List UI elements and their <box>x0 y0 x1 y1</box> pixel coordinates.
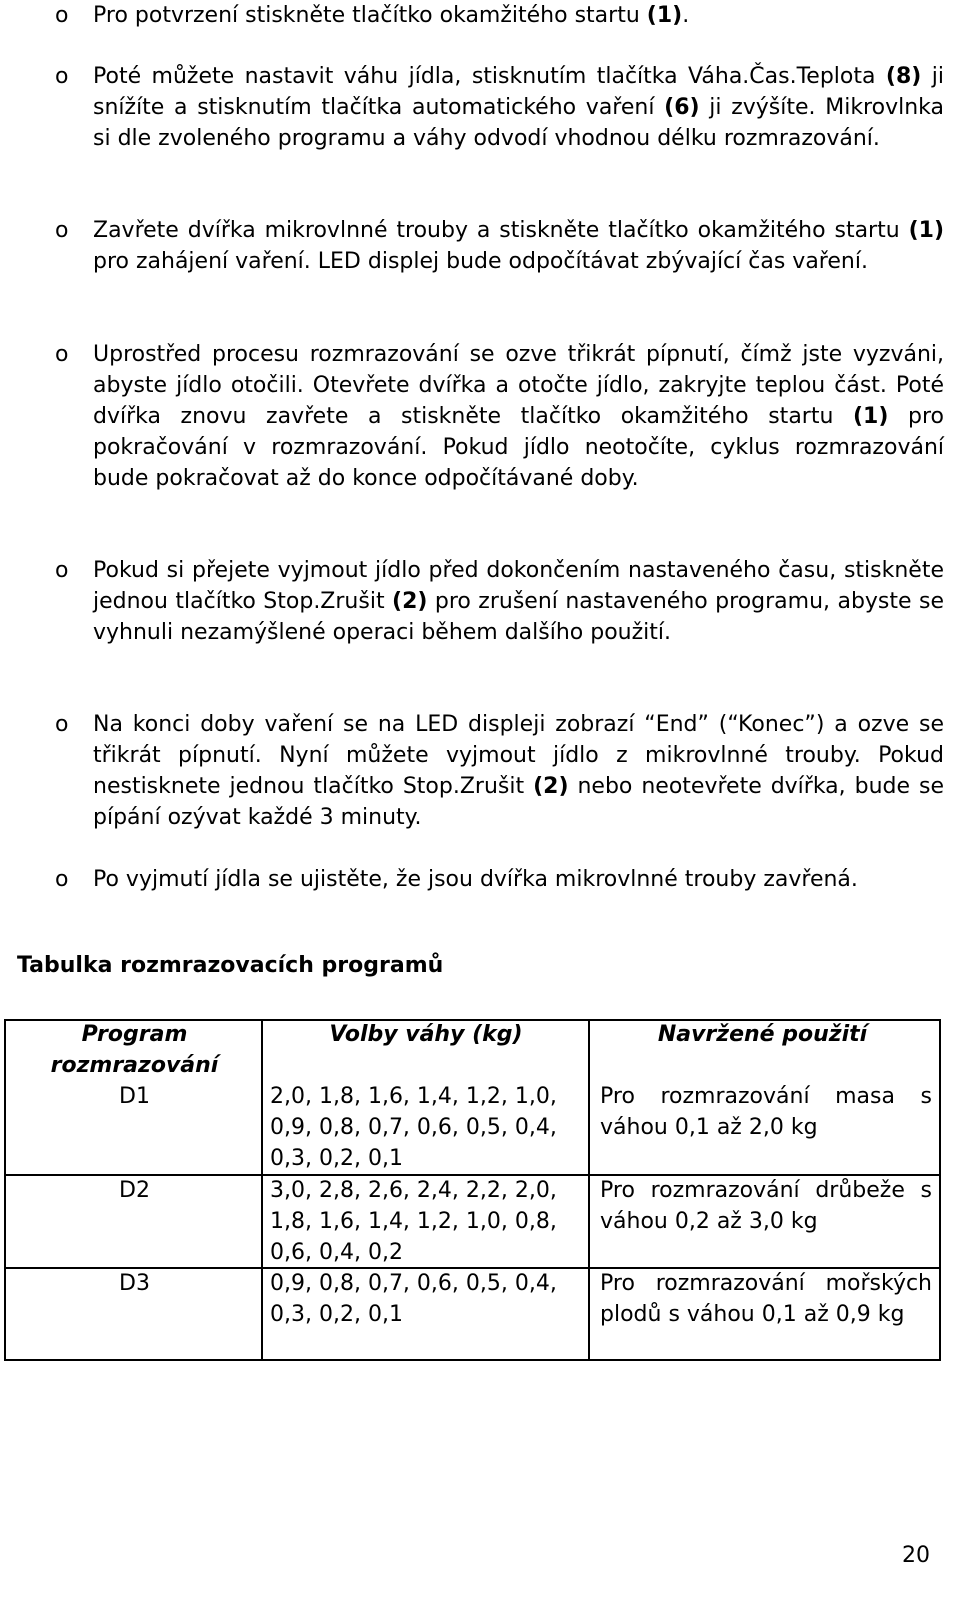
table-header-program: Program rozmrazování <box>50 1022 219 1078</box>
instruction-text: Zavřete dvířka mikrovlnné trouby a stiskněte tlačítko okamžitého startu (1) pro zahájení vaření. LED displej bude odpočítávat zbývající čas vaření. <box>93 218 944 274</box>
table-cell-weights: 3,0, 2,8, 2,6, 2,4, 2,2, 2,0, 1,8, 1,6, 1,4, 1,2, 1,0, 0,8, 0,6, 0,4, 0,2 <box>270 1178 557 1265</box>
table-header-weights: Volby váhy (kg) <box>329 1022 523 1047</box>
instruction-text: Poté můžete nastavit váhu jídla, stisknutím tlačítka Váha.Čas.Teplota (8) ji snížíte a stisknutím tlačítka automatického vaření (6) ji zvýšíte. Mikrovlnka si dle zvoleného programu a váhy odvodí vhodnou délku rozmrazování. <box>93 64 944 151</box>
page-number: 20 <box>902 1543 930 1568</box>
table-cell-program: D2 <box>119 1178 150 1203</box>
bullet-marker: o <box>55 712 69 737</box>
table-column-divider <box>261 1021 263 1359</box>
table-cell-weights: 0,9, 0,8, 0,7, 0,6, 0,5, 0,4, 0,3, 0,2, 0,1 <box>270 1271 557 1327</box>
table-cell-usage: Pro rozmrazování masa s váhou 0,1 až 2,0 kg <box>600 1084 932 1140</box>
defrost-program-table <box>4 1019 941 1361</box>
bullet-marker: o <box>55 342 69 367</box>
instruction-text: Pokud si přejete vyjmout jídlo před dokončením nastaveného času, stiskněte jednou tlačítko Stop.Zrušit (2) pro zrušení nastaveného programu, abyste se vyhnuli nezamýšlené operaci během dalšího použití. <box>93 558 944 645</box>
table-cell-usage: Pro rozmrazování drůbeže s váhou 0,2 až 3,0 kg <box>600 1178 932 1234</box>
instruction-text: Uprostřed procesu rozmrazování se ozve třikrát pípnutí, čímž jste vyzváni, abyste jídlo otočili. Otevřete dvířka a otočte jídlo, zakryjte teplou část. Poté dvířka znovu zavřete a stiskněte tlačítko okamžitého startu (1) pro pokračování v rozmrazování. Pokud jídlo neotočíte, cyklus rozmrazování bude pokračovat až do konce odpočítávané doby. <box>93 342 944 491</box>
table-header-usage: Navržené použití <box>657 1022 868 1047</box>
table-cell-program: D1 <box>119 1084 150 1109</box>
bullet-marker: o <box>55 558 69 583</box>
table-cell-usage: Pro rozmrazování mořských plodů s váhou 0,1 až 0,9 kg <box>600 1271 932 1327</box>
instruction-text: Pro potvrzení stiskněte tlačítko okamžitého startu (1). <box>93 3 690 28</box>
instruction-text: Po vyjmutí jídla se ujistěte, že jsou dvířka mikrovlnné trouby zavřená. <box>93 867 858 892</box>
bullet-marker: o <box>55 218 69 243</box>
table-heading: Tabulka rozmrazovacích programů <box>17 953 444 978</box>
bullet-marker: o <box>55 3 69 28</box>
table-column-divider <box>588 1021 590 1359</box>
instruction-text: Na konci doby vaření se na LED displeji zobrazí “End” (“Konec”) a ozve se třikrát pípnutí. Nyní můžete vyjmout jídlo z mikrovlnné trouby. Pokud nestisknete jednou tlačítko Stop.Zrušit (2) nebo neotevřete dvířka, bude se pípání ozývat každé 3 minuty. <box>93 712 944 830</box>
bullet-marker: o <box>55 64 69 89</box>
table-cell-program: D3 <box>119 1271 150 1296</box>
bullet-marker: o <box>55 867 69 892</box>
table-cell-weights: 2,0, 1,8, 1,6, 1,4, 1,2, 1,0, 0,9, 0,8, 0,7, 0,6, 0,5, 0,4, 0,3, 0,2, 0,1 <box>270 1084 557 1171</box>
